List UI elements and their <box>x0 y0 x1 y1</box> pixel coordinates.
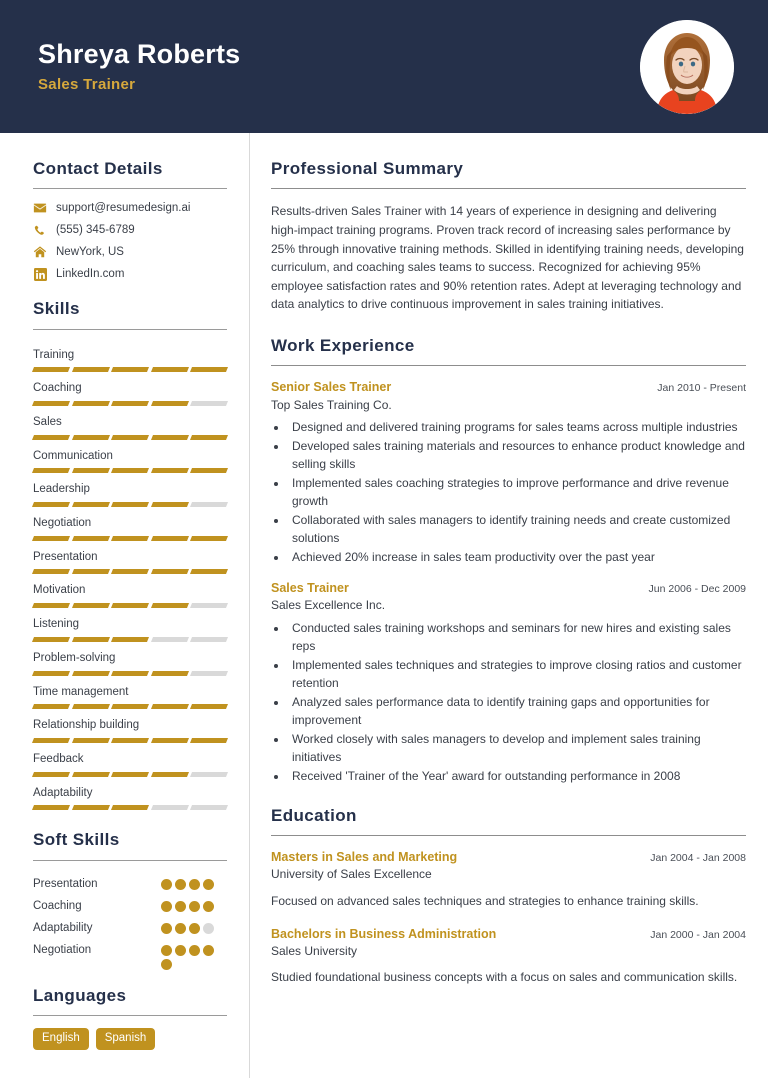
language-chip: English <box>33 1028 89 1050</box>
rating-dot <box>175 901 186 912</box>
experience-role: Sales Trainer <box>271 580 349 595</box>
education-description: Focused on advanced sales techniques and strategies to enhance training skills. <box>271 893 699 908</box>
rating-dot <box>175 923 186 934</box>
skill-bar-segment <box>151 435 189 440</box>
contact-value-linkedin: LinkedIn.com <box>56 268 125 281</box>
education-institution: Sales University <box>271 943 358 958</box>
home-icon <box>33 245 47 259</box>
rating-dot <box>161 923 172 934</box>
experience-entry <box>271 379 746 566</box>
soft-skill-label: Presentation <box>33 877 98 890</box>
skills-list <box>33 342 227 810</box>
skill-level-bar <box>33 435 227 440</box>
skill-bar-segment <box>190 502 228 507</box>
avatar <box>640 20 734 114</box>
skill-bar-segment <box>32 502 70 507</box>
rating-dot <box>203 923 214 934</box>
skill-item <box>33 712 227 743</box>
contact-value-email: support@resumedesign.ai <box>56 202 191 215</box>
experience-entry <box>271 580 746 785</box>
skill-bar-segment <box>111 805 149 810</box>
skill-bar-segment <box>32 805 70 810</box>
rating-dot <box>189 945 200 956</box>
skill-bar-segment <box>32 671 70 676</box>
experience-bullet: • Collaborated with sales managers to identify training needs and create customized solutions <box>288 511 746 547</box>
skill-bar-segment <box>151 367 189 372</box>
rating-dot <box>175 945 186 956</box>
main-column <box>250 133 768 1078</box>
experience-bullet: • Analyzed sales performance data to identify training gaps and opportunities for improvement <box>288 693 746 729</box>
education-section <box>271 806 746 987</box>
soft-skill-label: Negotiation <box>33 943 92 956</box>
skill-bar-segment <box>151 536 189 541</box>
professional-summary-section <box>271 159 746 314</box>
skill-bar-segment <box>190 367 228 372</box>
skill-bar-segment <box>72 502 110 507</box>
education-entry <box>271 926 746 987</box>
experience-entry-header <box>271 580 746 596</box>
skill-item <box>33 375 227 406</box>
skill-bar-segment <box>190 738 228 743</box>
soft-skill-rating <box>161 895 227 912</box>
skill-bar-segment <box>72 603 110 608</box>
skill-bar-segment <box>111 401 149 406</box>
skill-bar-segment <box>151 671 189 676</box>
skill-bar-segment <box>111 671 149 676</box>
experience-dates: Jun 2006 - Dec 2009 <box>648 582 746 595</box>
contact-item-location[interactable] <box>33 245 227 259</box>
skill-bar-segment <box>111 367 149 372</box>
skill-label: Training <box>33 348 75 361</box>
soft-skill-label: Coaching <box>33 899 82 912</box>
rating-dot <box>161 945 172 956</box>
soft-skill-rating <box>161 917 227 934</box>
skill-bar-segment <box>72 569 110 574</box>
education-dates: Jan 2004 - Jan 2008 <box>650 852 746 865</box>
skill-item <box>33 476 227 507</box>
rating-dot <box>203 901 214 912</box>
skill-bar-segment <box>190 805 228 810</box>
section-divider <box>33 860 227 861</box>
experience-section-title: Work Experience <box>271 335 415 355</box>
resume-header <box>0 0 768 133</box>
soft-skill-item <box>33 939 227 970</box>
section-divider <box>33 188 227 189</box>
skill-label: Problem-solving <box>33 651 116 664</box>
spacer <box>33 813 227 830</box>
skill-bar-segment <box>72 401 110 406</box>
skill-label: Motivation <box>33 584 86 597</box>
skill-bar-segment <box>151 637 189 642</box>
section-divider <box>33 329 227 330</box>
skill-level-bar <box>33 468 227 473</box>
skill-bar-segment <box>32 536 70 541</box>
education-dates: Jan 2000 - Jan 2004 <box>650 928 746 941</box>
spacer <box>271 314 746 336</box>
skill-bar-segment <box>32 603 70 608</box>
rating-dot <box>189 923 200 934</box>
education-section-title: Education <box>271 805 357 825</box>
skill-label: Leadership <box>33 483 90 496</box>
skill-bar-segment <box>72 704 110 709</box>
skill-bar-segment <box>190 637 228 642</box>
rating-dot <box>203 945 214 956</box>
skill-label: Negotiation <box>33 517 92 530</box>
skill-bar-segment <box>111 468 149 473</box>
contact-value-location: NewYork, US <box>56 246 124 259</box>
education-entry-header <box>271 849 746 865</box>
skill-bar-segment <box>190 603 228 608</box>
skill-bar-segment <box>72 637 110 642</box>
rating-dot <box>189 901 200 912</box>
skill-label: Coaching <box>33 382 82 395</box>
skill-bar-segment <box>190 671 228 676</box>
education-entry-header <box>271 926 746 942</box>
soft-skill-item <box>33 895 227 917</box>
soft-skill-item <box>33 917 227 939</box>
skill-bar-segment <box>190 704 228 709</box>
experience-bullet: • Developed sales training materials and resources to enhance product knowledge and selling skills <box>288 437 746 473</box>
skill-item <box>33 679 227 710</box>
skill-level-bar <box>33 569 227 574</box>
skill-item <box>33 510 227 541</box>
skill-item <box>33 544 227 575</box>
experience-bullet: • Received 'Trainer of the Year' award for outstanding performance in 2008 <box>288 767 746 785</box>
skill-bar-segment <box>190 468 228 473</box>
spacer <box>33 281 227 299</box>
rating-dot <box>161 959 172 970</box>
phone-icon <box>33 223 47 237</box>
skill-level-bar <box>33 502 227 507</box>
soft-skill-rating <box>161 939 227 970</box>
experience-entry-header <box>271 379 746 395</box>
experience-organization: Sales Excellence Inc. <box>271 598 386 613</box>
skill-bar-segment <box>32 468 70 473</box>
skill-item <box>33 746 227 777</box>
skill-item <box>33 577 227 608</box>
contact-list <box>33 201 227 281</box>
rating-dot <box>161 879 172 890</box>
education-degree: Masters in Sales and Marketing <box>271 850 458 865</box>
skill-bar-segment <box>151 603 189 608</box>
rating-dot <box>203 879 214 890</box>
education-description: Studied foundational business concepts with a focus on sales and communication skills. <box>271 970 738 985</box>
skill-item <box>33 645 227 676</box>
skill-bar-segment <box>151 704 189 709</box>
experience-bullet-list <box>288 619 746 785</box>
contact-item-phone[interactable] <box>33 223 227 237</box>
skill-level-bar <box>33 401 227 406</box>
soft-skills-section-title: Soft Skills <box>33 830 120 850</box>
rating-dot <box>175 879 186 890</box>
skill-bar-segment <box>111 603 149 608</box>
section-divider <box>33 1015 227 1016</box>
envelope-icon <box>33 201 47 215</box>
skill-level-bar <box>33 637 227 642</box>
experience-list <box>271 379 746 784</box>
skill-bar-segment <box>72 367 110 372</box>
rating-dot <box>161 901 172 912</box>
skill-bar-segment <box>72 805 110 810</box>
skill-bar-segment <box>32 401 70 406</box>
experience-bullet-list <box>288 418 746 566</box>
skills-section-title: Skills <box>33 299 80 319</box>
skill-item <box>33 342 227 373</box>
spacer <box>33 970 227 986</box>
experience-organization: Top Sales Training Co. <box>271 397 392 412</box>
skill-bar-segment <box>151 468 189 473</box>
skill-level-bar <box>33 671 227 676</box>
languages-section <box>33 986 227 1050</box>
skill-bar-segment <box>151 772 189 777</box>
skill-label: Time management <box>33 685 129 698</box>
skill-bar-segment <box>111 435 149 440</box>
skill-item <box>33 611 227 642</box>
skill-label: Relationship building <box>33 719 140 732</box>
soft-skills-list <box>33 873 227 970</box>
skill-bar-segment <box>190 772 228 777</box>
skill-bar-segment <box>72 435 110 440</box>
skill-item <box>33 443 227 474</box>
skill-level-bar <box>33 704 227 709</box>
skill-bar-segment <box>32 738 70 743</box>
skill-bar-segment <box>111 704 149 709</box>
skill-bar-segment <box>111 536 149 541</box>
skill-level-bar <box>33 772 227 777</box>
soft-skill-label: Adaptability <box>33 921 93 934</box>
skill-bar-segment <box>151 805 189 810</box>
experience-bullet: • Conducted sales training workshops and seminars for new hires and existing sales reps <box>288 619 746 655</box>
skill-level-bar <box>33 738 227 743</box>
skill-level-bar <box>33 805 227 810</box>
skill-bar-segment <box>32 704 70 709</box>
skill-bar-segment <box>151 401 189 406</box>
skills-section <box>33 299 227 810</box>
skill-label: Listening <box>33 618 80 631</box>
skill-level-bar <box>33 536 227 541</box>
skill-bar-segment <box>151 738 189 743</box>
profile-photo-icon <box>640 20 734 114</box>
skill-bar-segment <box>190 435 228 440</box>
summary-text: Results-driven Sales Trainer with 14 years of experience in designing and delivering high-impact training programs. Proven track record of increasing sales performance by 25% through innovative training methods. Skilled in identifying training needs, developing curriculum, and coaching sales teams to success. Recognized for achieving 95% employee satisfaction rates and 90% retention rates. Adept at leveraging technology and data analytics to drive continuous improvement in sales training initiatives. <box>271 204 744 312</box>
contact-value-phone: (555) 345-6789 <box>56 224 135 237</box>
skill-item <box>33 409 227 440</box>
education-institution: University of Sales Excellence <box>271 867 432 882</box>
skill-bar-segment <box>151 569 189 574</box>
skill-bar-segment <box>190 536 228 541</box>
skill-item <box>33 780 227 811</box>
skill-bar-segment <box>111 772 149 777</box>
language-chip: Spanish <box>96 1028 156 1050</box>
skill-bar-segment <box>32 435 70 440</box>
skill-label: Feedback <box>33 752 84 765</box>
education-entry <box>271 849 746 910</box>
soft-skill-item <box>33 873 227 895</box>
experience-bullet: • Worked closely with sales managers to develop and implement sales training initiatives <box>288 730 746 766</box>
experience-role: Senior Sales Trainer <box>271 380 392 395</box>
job-title: Sales Trainer <box>38 75 136 93</box>
skill-label: Adaptability <box>33 786 93 799</box>
experience-dates: Jan 2010 - Present <box>657 382 746 395</box>
experience-bullet: • Implemented sales techniques and strategies to improve closing ratios and customer retention <box>288 656 746 692</box>
contact-item-linkedin[interactable] <box>33 267 227 281</box>
education-degree: Bachelors in Business Administration <box>271 926 497 941</box>
section-divider <box>271 188 746 189</box>
soft-skill-rating <box>161 873 227 890</box>
resume-body <box>0 133 768 1078</box>
rating-dot <box>189 879 200 890</box>
section-divider <box>271 365 746 366</box>
skill-bar-segment <box>72 536 110 541</box>
languages-list <box>33 1028 227 1050</box>
contact-section <box>33 159 227 281</box>
skill-bar-segment <box>111 738 149 743</box>
contact-item-email[interactable] <box>33 201 227 215</box>
skill-bar-segment <box>72 671 110 676</box>
linkedin-icon <box>33 267 47 281</box>
header-text-group <box>38 40 240 93</box>
languages-section-title: Languages <box>33 985 127 1005</box>
experience-bullet: • Designed and delivered training programs for sales teams across multiple industries <box>288 418 746 436</box>
contact-section-title: Contact Details <box>33 159 163 178</box>
section-divider <box>271 835 746 836</box>
skill-bar-segment <box>32 637 70 642</box>
soft-skills-section <box>33 830 227 969</box>
skill-bar-segment <box>32 367 70 372</box>
skill-level-bar <box>33 367 227 372</box>
skill-bar-segment <box>72 468 110 473</box>
skill-bar-segment <box>32 772 70 777</box>
skill-bar-segment <box>72 738 110 743</box>
skill-bar-segment <box>72 772 110 777</box>
experience-bullet: • Implemented sales coaching strategies to improve performance and drive revenue growth <box>288 474 746 510</box>
skill-bar-segment <box>111 637 149 642</box>
spacer <box>271 799 746 806</box>
skill-label: Sales <box>33 416 62 429</box>
skill-level-bar <box>33 603 227 608</box>
skill-bar-segment <box>111 502 149 507</box>
summary-section-title: Professional Summary <box>271 159 464 178</box>
experience-bullet: • Achieved 20% increase in sales team productivity over the past year <box>288 548 746 566</box>
skill-bar-segment <box>32 569 70 574</box>
sidebar <box>0 133 250 1078</box>
skill-bar-segment <box>111 569 149 574</box>
skill-bar-segment <box>151 502 189 507</box>
skill-bar-segment <box>190 401 228 406</box>
skill-bar-segment <box>190 569 228 574</box>
skill-label: Presentation <box>33 550 98 563</box>
skill-label: Communication <box>33 449 113 462</box>
page-title: Shreya Roberts <box>38 39 241 70</box>
work-experience-section <box>271 336 746 785</box>
education-list <box>271 849 746 986</box>
